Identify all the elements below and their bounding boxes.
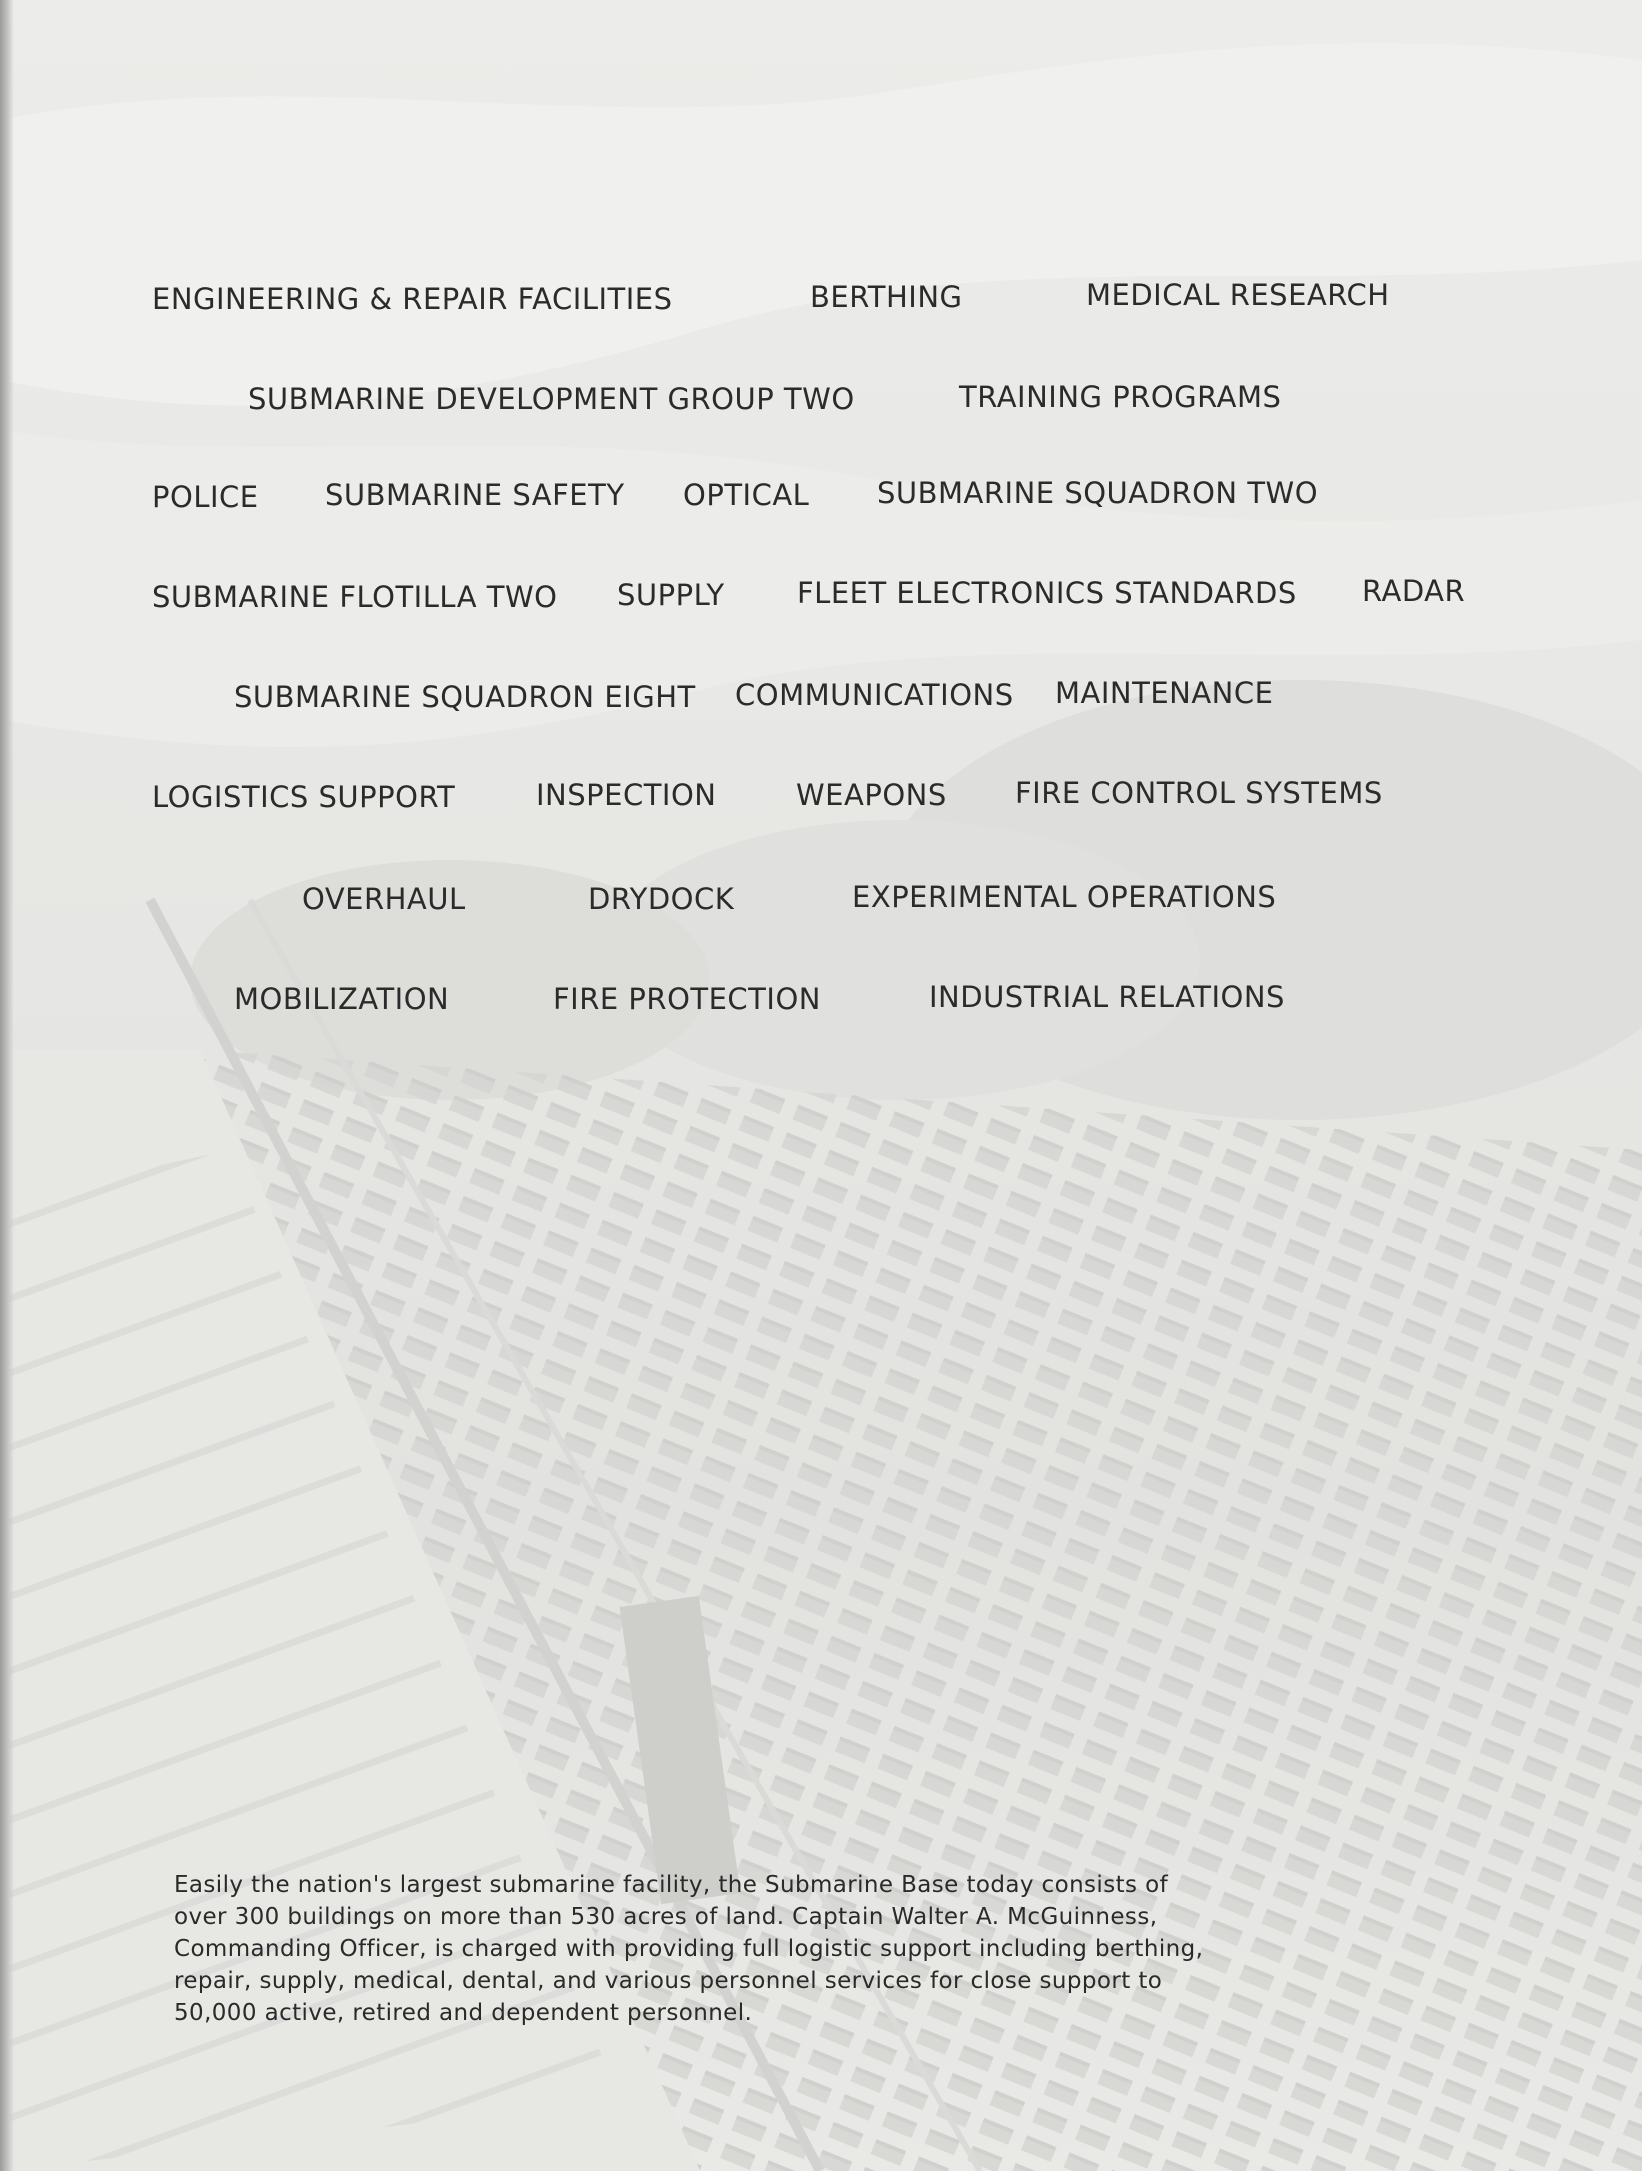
service-berthing: BERTHING [810,280,963,314]
service-logistics-support: LOGISTICS SUPPORT [152,780,456,814]
caption-line: Easily the nation's largest submarine facility, the Submarine Base today consists of [174,1872,1169,1898]
service-submarine-safety: SUBMARINE SAFETY [325,478,625,512]
service-overhaul: OVERHAUL [302,882,466,916]
service-experimental-ops: EXPERIMENTAL OPERATIONS [852,880,1277,914]
caption-line: Commanding Officer, is charged with providing full logistic support including berthing, [174,1936,1204,1962]
service-training-programs: TRAINING PROGRAMS [959,380,1282,414]
service-fleet-electronics: FLEET ELECTRONICS STANDARDS [797,576,1297,610]
caption-line: repair, supply, medical, dental, and various personnel services for close support to [174,1968,1163,1994]
binding-edge [0,0,14,2171]
service-sub-squadron-eight: SUBMARINE SQUADRON EIGHT [234,680,696,714]
service-communications: COMMUNICATIONS [735,678,1014,712]
service-mobilization: MOBILIZATION [234,982,450,1016]
caption-paragraph [174,1869,1254,2029]
service-maintenance: MAINTENANCE [1055,676,1274,710]
service-sub-flotilla-two: SUBMARINE FLOTILLA TWO [152,580,558,614]
service-sub-squadron-two: SUBMARINE SQUADRON TWO [877,476,1319,510]
service-fire-protection: FIRE PROTECTION [553,982,821,1016]
service-drydock: DRYDOCK [588,882,735,916]
caption-line: over 300 buildings on more than 530 acres of land. Captain Walter A. McGuinness, [174,1904,1158,1930]
caption-line: 50,000 active, retired and dependent personnel. [174,2000,753,2026]
service-industrial-relations: INDUSTRIAL RELATIONS [929,980,1285,1014]
service-optical: OPTICAL [683,478,810,512]
service-police: POLICE [152,480,259,514]
service-radar: RADAR [1362,574,1466,608]
service-medical-research: MEDICAL RESEARCH [1086,278,1390,312]
service-inspection: INSPECTION [536,778,717,812]
service-fire-control: FIRE CONTROL SYSTEMS [1015,776,1383,810]
service-supply: SUPPLY [617,578,725,612]
service-sub-dev-group-two: SUBMARINE DEVELOPMENT GROUP TWO [248,382,855,416]
service-weapons: WEAPONS [796,778,947,812]
service-engineering-repair: ENGINEERING & REPAIR FACILITIES [152,282,673,316]
